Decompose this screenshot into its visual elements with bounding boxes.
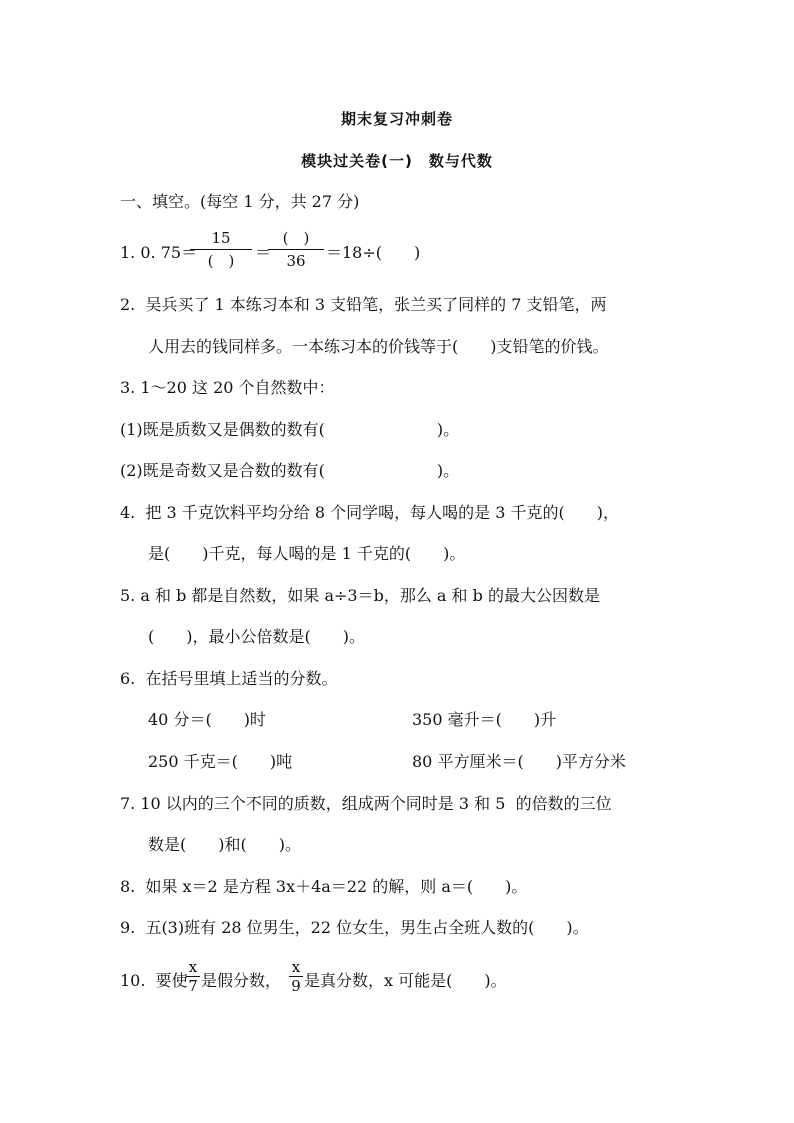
q10-fraction-2 [289, 959, 303, 994]
page-subtitle: 模块过关卷(一) 数与代数 [301, 152, 493, 170]
q7-line2: 数是( )和( )。 [148, 835, 301, 854]
q10-frac1-denominator: 7 [188, 977, 198, 995]
q10-frac2-numerator: x [291, 958, 301, 976]
q1-tail: ＝18÷( ) [326, 243, 421, 262]
q10-frac2-denominator: 9 [291, 977, 301, 995]
q3-line3: (2)既是奇数又是合数的数有( )。 [120, 461, 460, 480]
q10-lead: 10. 要使 [120, 971, 188, 990]
page-title: 期末复习冲刺卷 [340, 110, 453, 128]
q4-line1: 4. 把 3 千克饮料平均分给 8 个同学喝，每人喝的是 3 千克的( )， [120, 503, 619, 522]
q1-frac2-denominator: 36 [286, 252, 306, 270]
q1-lead: 1. 0. 75＝ [120, 243, 198, 262]
q2-line2: 人用去的钱同样多。一本练习本的价钱等于( )支铅笔的价钱。 [148, 337, 609, 356]
q5-line2: ( )，最小公倍数是( )。 [148, 627, 365, 646]
q1-frac1-numerator: 15 [211, 229, 231, 247]
q3-line2: (1)既是质数又是偶数的数有( )。 [120, 420, 460, 439]
q6-item-b: 350 毫升＝( )升 [412, 710, 557, 729]
q10-mid: 是假分数， [201, 971, 282, 990]
q9-line1: 9. 五(3)班有 28 位男生，22 位女生，男生占全班人数的( )。 [120, 918, 589, 937]
q10-fraction-1 [186, 959, 200, 994]
q3-line1: 3. 1～20 这 20 个自然数中： [120, 378, 335, 397]
q1-fraction-2 [268, 229, 324, 270]
q6-item-d: 80 平方厘米＝( )平方分米 [412, 752, 626, 771]
q8-line1: 8. 如果 x＝2 是方程 3x＋4a＝22 的解，则 a＝( )。 [120, 877, 528, 896]
q4-line2: 是( )千克，每人喝的是 1 千克的( )。 [148, 544, 466, 563]
q1-frac2-numerator: ( ) [282, 229, 310, 247]
q5-line1: 5. a 和 b 都是自然数，如果 a÷3＝b，那么 a 和 b 的最大公因数是 [120, 586, 600, 605]
q10-frac1-numerator: x [188, 958, 198, 976]
section-heading: 一、填空。(每空 1 分，共 27 分) [120, 192, 360, 211]
q6-item-c: 250 千克＝( )吨 [148, 752, 293, 771]
q6-item-a: 40 分＝( )时 [148, 710, 266, 729]
fraction-bar [268, 249, 324, 250]
q6-line1: 6. 在括号里填上适当的分数。 [120, 669, 338, 688]
q1-frac1-denominator: ( ) [207, 252, 235, 270]
q7-line1: 7. 10 以内的三个不同的质数，组成两个同时是 3 和 5 的倍数的三位 [120, 794, 612, 813]
fraction-bar [190, 249, 252, 250]
q2-line1: 2. 吴兵买了 1 本练习本和 3 支铅笔，张兰买了同样的 7 支铅笔，两 [120, 295, 607, 314]
q10-tail: 是真分数，x 可能是( )。 [304, 971, 507, 990]
q1-fraction-1 [190, 229, 252, 270]
q1-equals: ＝ [255, 243, 272, 262]
